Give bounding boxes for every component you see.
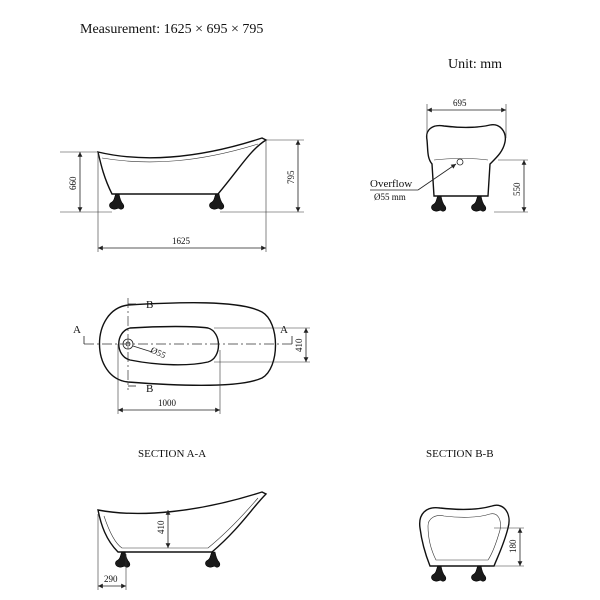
dim-rim-height-label: 660 xyxy=(68,176,78,190)
dim-depth-label: 410 xyxy=(156,520,166,534)
section-a-right: A xyxy=(280,324,288,336)
overflow-label: Overflow xyxy=(370,178,413,190)
dim-total-height-label: 795 xyxy=(286,170,296,184)
dim-inner-width-label: 410 xyxy=(294,338,304,352)
plan-inner-basin xyxy=(119,327,219,365)
section-bb-title: SECTION B-B xyxy=(426,448,494,460)
section-bb-foot-right xyxy=(471,566,485,581)
side-view-foot-right xyxy=(209,194,223,209)
overflow-hole xyxy=(457,159,463,165)
dim-offset-label: 290 xyxy=(104,574,118,584)
measurement-text: Measurement: 1625 × 695 × 795 xyxy=(80,22,264,37)
side-view-foot-left xyxy=(109,194,123,209)
section-a-left: A xyxy=(73,324,81,336)
dim-end-height-label: 550 xyxy=(512,182,522,196)
section-aa-title: SECTION A-A xyxy=(138,448,207,460)
overflow-size-label: Ø55 mm xyxy=(374,192,406,202)
dim-width-label: 695 xyxy=(453,98,467,108)
section-b-top: B xyxy=(146,299,154,311)
drain-size-label: Ø55 xyxy=(149,344,168,361)
end-view-foot-left xyxy=(431,196,445,211)
end-view-foot-right xyxy=(471,196,485,211)
section-aa-foot-left xyxy=(115,552,129,567)
unit-text: Unit: mm xyxy=(448,57,503,72)
side-view-tub-outline xyxy=(98,138,266,194)
end-view-tub-outline xyxy=(427,125,506,196)
dim-length-label: 1625 xyxy=(172,236,190,246)
section-bb-foot-left xyxy=(431,566,445,581)
section-aa-outline xyxy=(98,492,266,552)
dim-inner-length-label: 1000 xyxy=(158,398,176,408)
end-view xyxy=(370,98,528,212)
section-aa-foot-right xyxy=(205,552,219,567)
side-view xyxy=(60,138,304,252)
section-bb xyxy=(420,448,524,581)
section-aa xyxy=(98,448,266,590)
dim-section-height-label: 180 xyxy=(508,539,518,553)
overflow-leader xyxy=(418,164,456,190)
section-b-bottom: B xyxy=(146,383,154,395)
plan-view xyxy=(73,298,310,414)
